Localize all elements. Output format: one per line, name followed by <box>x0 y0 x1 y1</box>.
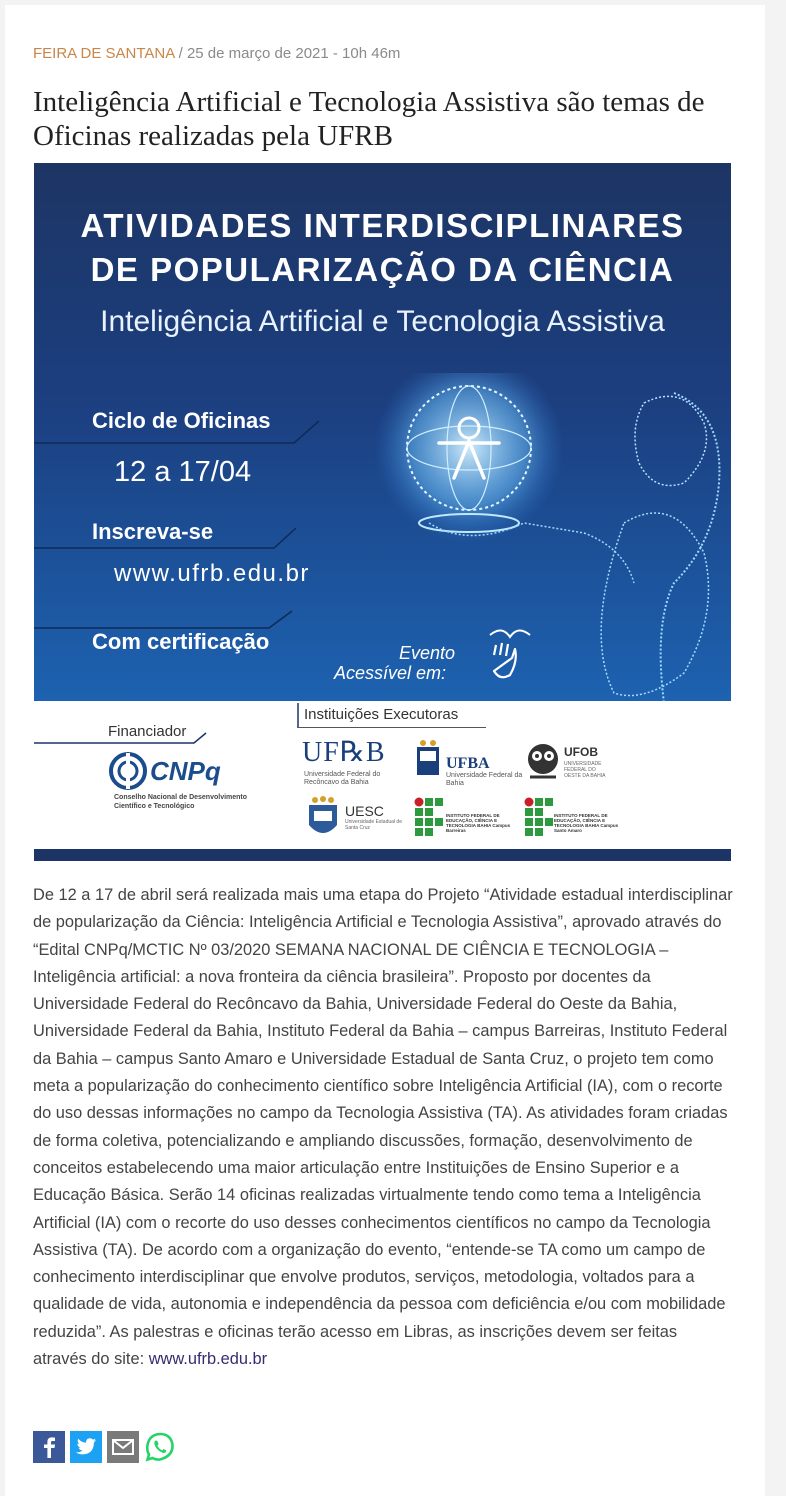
banner-inscreva-label: Inscreva-se <box>92 519 214 544</box>
email-icon <box>112 1439 134 1455</box>
ufba-logo: UFBA <box>446 755 490 772</box>
article-banner-image <box>34 163 731 861</box>
ufrb-site-link[interactable]: www.ufrb.edu.br <box>148 1350 268 1369</box>
meta-separator: / <box>174 45 187 62</box>
ufrb-logo: UF℞B <box>302 737 386 768</box>
whatsapp-icon <box>144 1431 176 1463</box>
ifba-barreiras-subtitle: INSTITUTO FEDERAL DE EDUCAÇÃO, CIÊNCIA E TECNOLOGIA BAHIA Campus Barreiras <box>446 813 511 833</box>
banner-ciclo-label: Ciclo de Oficinas <box>92 408 271 433</box>
instituicoes-underline <box>298 727 486 728</box>
page-scrollbar[interactable] <box>765 0 786 1496</box>
ufob-owl-icon <box>526 741 560 783</box>
ufob-subtitle: UNIVERSIDADE FEDERAL DO OESTE DA BAHIA <box>564 761 606 779</box>
ifba-barreiras-logo-icon <box>414 797 444 837</box>
facebook-icon <box>39 1436 59 1458</box>
share-email-button[interactable] <box>107 1431 139 1463</box>
article-body-text: De 12 a 17 de abril será realizada mais uma etapa do Projeto “Atividade estadual interdisciplinar de popularização da Ciência: Inteligência Artificial e Tecnologia Assistiva”, aprovado através do “Edital CNPq/MCTIC Nº 03/2020 SEMANA NACIONAL DE CIÊNCIA E TECNOLOGIA – Inteligência artificial: a nova fronteira da ciência brasileira”. Proposto por docentes da Universidade Federal do Recôncavo da Bahia, Universidade Federal do Oeste da Bahia, Universidade Federal da Bahia, Instituto Federal da Bahia – campus Barreiras, Instituto Federal da Bahia – campus Santo Amaro e Universidade Estadual de Santa Cruz, o projeto tem como meta a popularização do conhecimento científico sobre Inteligência Artificial (IA), com o recorte do uso dessas informações no campo da Tecnologia Assistiva (TA). As atividades foram criadas de forma coletiva, potencializando e ampliando discussões, formação, desenvolvimento de conceitos estabelecendo uma maior articulação entre Instituições de Ensino Superior e a Educação Básica. Serão 14 oficinas realizadas virtualmente tendo como tema a Inteligência Artificial (IA) com o recorte do uso desses conhecimentos científicos no campo da Tecnologia Assistiva (TA). De acordo com a organização do evento, “entende-se TA como um campo de conhecimento interdisciplinar que envolve produtos, serviços, metodologia, voltados para a qualidade de vida, autonomia e independência da pessoa com deficiência e/ou com mobilidade reduzida”. As palestras e oficinas terão acesso em Libras, as inscrições devem ser feitas através do site: <box>33 886 733 1369</box>
ufob-logo: UFOB <box>564 745 598 759</box>
article-body <box>33 882 733 1373</box>
banner-evento: Evento <box>399 643 456 663</box>
share-twitter-button[interactable] <box>70 1431 102 1463</box>
financiador-label: Financiador <box>108 723 187 740</box>
banner-title-line2: DE POPULARIZAÇÃO DA CIÊNCIA <box>90 251 675 288</box>
uesc-subtitle: Universidade Estadual de Santa Cruz <box>345 819 402 831</box>
ifba-santo-amaro-subtitle: INSTITUTO FEDERAL DE EDUCAÇÃO, CIÊNCIA E TECNOLOGIA BAHIA Campus Santo Amaro <box>554 813 619 833</box>
banner-certificacao: Com certificação <box>92 629 270 654</box>
article-headline: Inteligência Artificial e Tecnologia Assistiva são temas de Oficinas realizadas pela UFRB <box>33 86 705 152</box>
share-whatsapp-button[interactable] <box>144 1431 176 1463</box>
banner-dates: 12 a 17/04 <box>114 456 252 488</box>
uesc-logo: UESC <box>345 803 384 819</box>
article-card <box>5 5 765 1496</box>
uesc-crest-icon <box>306 795 340 841</box>
banner-bottom-strip <box>34 849 731 861</box>
cnpq-wordmark: CNPq <box>150 756 221 786</box>
article-category-link[interactable]: FEIRA DE SANTANA <box>33 45 175 62</box>
cnpq-description: Conselho Nacional de Desenvolvimento Científico e Tecnológico <box>114 794 248 810</box>
ufba-crest-icon <box>414 739 442 783</box>
instituicoes-label: Instituições Executoras <box>304 706 459 723</box>
banner-title-line1: ATIVIDADES INTERDISCIPLINARES <box>80 207 685 244</box>
ifba-santo-amaro-logo-icon <box>524 797 554 837</box>
cnpq-logo-icon <box>108 751 148 791</box>
banner-acessivel: Acessível em: <box>334 663 447 683</box>
article-date: 25 de março de 2021 - 10h 46m <box>186 45 401 62</box>
ufrb-subtitle: Universidade Federal do Recôncavo da Bahia <box>304 771 381 786</box>
sign-language-icon <box>482 625 532 685</box>
twitter-icon <box>75 1437 97 1457</box>
banner-url: www.ufrb.edu.br <box>114 560 310 587</box>
article-meta <box>33 45 400 62</box>
ufba-subtitle: Universidade Federal da Bahia <box>446 772 523 787</box>
share-facebook-button[interactable] <box>33 1431 65 1463</box>
banner-subtitle: Inteligência Artificial e Tecnologia Assistiva <box>100 305 665 338</box>
banner-top <box>34 163 731 701</box>
banner-sponsors <box>34 701 731 849</box>
